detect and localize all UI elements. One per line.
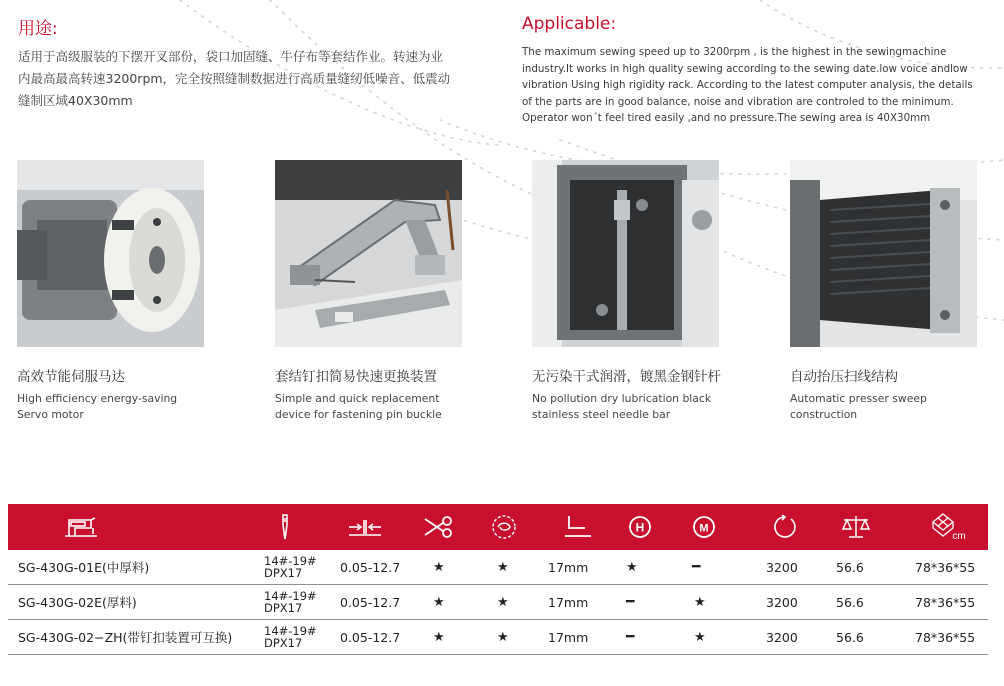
scissors-icon xyxy=(418,504,458,550)
feature-desc-line: Automatic presser sweep xyxy=(790,392,927,405)
wiper-cell: ★ xyxy=(497,559,509,575)
feature-desc-line: stainless steel needle bar xyxy=(532,408,671,421)
cn-usage-title: 用途: xyxy=(18,19,58,39)
feature-desc-line: No pollution dry lubrication black xyxy=(532,392,712,405)
lift-cell: 17mm xyxy=(548,559,589,575)
feature-desc-line: Servo motor xyxy=(17,408,84,421)
stitch-length-cell: 0.05-12.7 xyxy=(340,594,401,610)
cutter-cell: ★ xyxy=(433,594,445,610)
needle-type: DPX17 xyxy=(264,636,303,650)
feature-desc-en xyxy=(17,391,222,423)
en-line: of the parts are in good balance, noise and vibration are controled to the minimum. xyxy=(522,95,954,108)
en-line: industry.It works in high quality sewing according to the sewing date.low voice andlow xyxy=(522,62,968,75)
feature-desc-line: High efficiency energy-saving xyxy=(17,392,178,405)
weight-cell: 56.6 xyxy=(836,629,864,645)
feature-quick-replacement xyxy=(275,160,480,423)
feature-desc-en xyxy=(275,391,480,423)
size-cell: 78*36*55 xyxy=(915,594,976,610)
m-cell: ★ xyxy=(694,594,706,610)
presser-sweep-photo xyxy=(790,160,977,347)
wiper-cell: ★ xyxy=(497,594,509,610)
weight-cell: 56.6 xyxy=(836,559,864,575)
needle-type: DPX17 xyxy=(264,601,303,615)
speed-cell: 3200 xyxy=(766,594,798,610)
needle-bar-photo xyxy=(532,160,719,347)
feature-needle-bar xyxy=(532,160,737,423)
h-cell: ★ xyxy=(626,559,638,575)
replacement-device-photo xyxy=(275,160,462,347)
weight-cell: 56.6 xyxy=(836,594,864,610)
feature-desc-en xyxy=(532,391,737,423)
model-cell: SG-430G-02E(厚料) xyxy=(18,595,137,610)
package-size-icon xyxy=(924,504,974,550)
needle-cell xyxy=(264,585,317,619)
stitch-length-cell: 0.05-12.7 xyxy=(340,629,401,645)
speed-cell: 3200 xyxy=(766,629,798,645)
size-cell: 78*36*55 xyxy=(915,629,976,645)
needle-icon xyxy=(270,504,300,550)
feature-title-cn: 套结钉扣简易快速更换装置 xyxy=(275,369,437,385)
needle-type: DPX17 xyxy=(264,566,303,580)
en-applicable-title: Applicable: xyxy=(522,14,617,34)
svg-text:H: H xyxy=(635,520,645,535)
feature-title-cn: 无污染干式润滑，镀黑金钢针杆 xyxy=(532,369,721,385)
cn-line: 内最高最高转速3200rpm，完全按照缝制数据进行高质量缝纫低噪音、低震动 xyxy=(18,71,451,86)
presser-foot-icon xyxy=(558,504,598,550)
cutter-cell: ★ xyxy=(433,559,445,575)
table-row xyxy=(8,550,988,585)
h-circle-icon xyxy=(620,504,660,550)
stitch-length-cell: 0.05-12.7 xyxy=(340,559,401,575)
svg-text:M: M xyxy=(699,522,709,535)
spec-table-header xyxy=(8,504,988,550)
needle-size: 14#-19# xyxy=(264,554,317,568)
en-applicable-paragraph xyxy=(522,44,984,127)
cn-usage-paragraph xyxy=(18,46,478,112)
feature-title-cn: 高效节能伺服马达 xyxy=(17,369,125,385)
needle-size: 14#-19# xyxy=(264,589,317,603)
needle-cell xyxy=(264,550,317,584)
en-line: The maximum sewing speed up to 3200rpm , is the highest in the sewingmachine xyxy=(522,46,947,58)
h-cell: ━ xyxy=(626,629,635,645)
feature-desc-line: device for fastening pin buckle xyxy=(275,408,442,421)
en-line: vibration Using high rigidity rack. According to the latest computer analysis, the details xyxy=(522,79,973,92)
speed-icon xyxy=(764,504,804,550)
table-row xyxy=(8,585,988,620)
size-cell: 78*36*55 xyxy=(915,559,976,575)
feature-presser-sweep xyxy=(790,160,995,423)
feature-desc-line: Simple and quick replacement xyxy=(275,392,440,405)
speed-cell: 3200 xyxy=(766,559,798,575)
cn-line: 适用于高级服装的下摆开叉部份，袋口加固缝、牛仔布等套结作业。转速为业 xyxy=(18,49,444,64)
feature-desc-line: construction xyxy=(790,408,858,421)
m-cell: ★ xyxy=(694,629,706,645)
wiper-icon xyxy=(484,504,524,550)
needle-cell xyxy=(264,620,317,654)
en-line: Operator won´t feel tired easily ,and no pressure.The sewing area is 40X30mm xyxy=(522,112,931,125)
scale-icon xyxy=(836,504,876,550)
h-cell: ━ xyxy=(626,594,635,610)
lift-cell: 17mm xyxy=(548,594,589,610)
needle-size: 14#-19# xyxy=(264,624,317,638)
feature-servo-motor xyxy=(17,160,222,423)
m-cell: ━ xyxy=(692,559,701,575)
feature-desc-en xyxy=(790,391,995,423)
sewing-machine-icon xyxy=(56,504,106,550)
cutter-cell: ★ xyxy=(433,629,445,645)
spec-table xyxy=(8,504,988,655)
cn-line: 缝制区域40X30mm xyxy=(18,93,133,108)
model-cell: SG-430G-01E(中厚料) xyxy=(18,560,150,575)
servo-motor-photo xyxy=(17,160,204,347)
feature-title-cn: 自动抬压扫线结构 xyxy=(790,369,898,385)
package-unit-label: cm xyxy=(952,531,966,542)
lift-cell: 17mm xyxy=(548,629,589,645)
m-circle-icon xyxy=(684,504,724,550)
stitch-length-icon xyxy=(340,504,390,550)
table-row xyxy=(8,620,988,655)
model-cell: SG-430G-02−ZH(带钉扣装置可互换) xyxy=(18,630,233,645)
wiper-cell: ★ xyxy=(497,629,509,645)
